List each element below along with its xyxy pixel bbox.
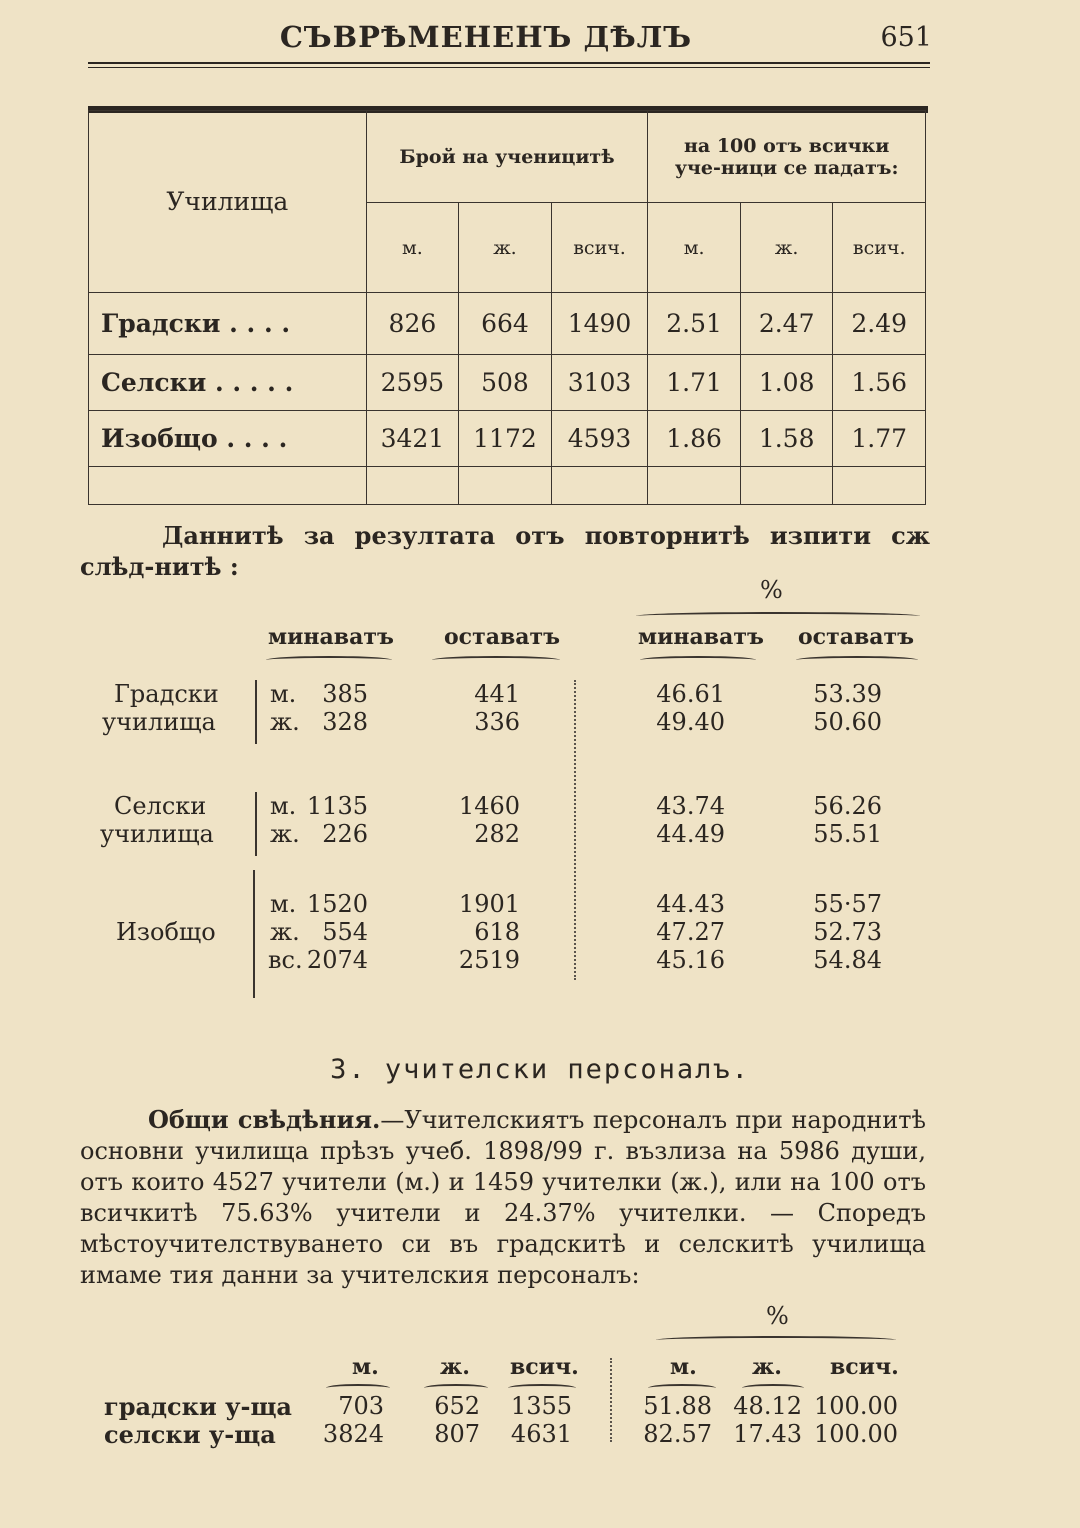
- col-header: ж.: [440, 1354, 470, 1380]
- cell: 1460: [458, 792, 520, 820]
- cell: 55.51: [813, 820, 882, 848]
- paragraph-lead: Общи свѣдѣния.: [148, 1105, 381, 1134]
- paragraph-repeat-exams: Даннитѣ за резултата отъ повторнитѣ изпити сж слѣд-нитѣ :: [80, 521, 930, 581]
- cell: 508: [459, 355, 552, 411]
- running-head: [86, 18, 932, 58]
- col-header: м.: [352, 1354, 379, 1380]
- col-header: минаватъ: [638, 624, 764, 650]
- cell: 664: [459, 293, 552, 355]
- cell: 826: [366, 293, 459, 355]
- group-label: училища: [100, 820, 214, 848]
- cell: 100.00: [814, 1420, 898, 1448]
- paragraph-text: —Учителскиятъ персоналъ при народнитѣ основни училища прѣзъ учеб. 1898/99 г. възлиза на 5986 души, отъ които 4527 учители (м.) и 1459 учителки (ж.), или на 100 отъ всичкитѣ 75.63% учители и 24.37% учителки. — Споредъ мѣстоучителствуването си въ градскитѣ и селскитѣ училища имаме тия данни за учителския персоналъ:: [80, 1106, 926, 1289]
- paragraph-teachers: [80, 1104, 926, 1291]
- cell: 4631: [510, 1420, 572, 1448]
- col-underline: [432, 656, 560, 664]
- col-underline: [742, 1384, 804, 1392]
- cell: 807: [434, 1420, 480, 1448]
- cell: 1490: [551, 293, 648, 355]
- table-row: [89, 293, 926, 355]
- col-underline: [796, 656, 918, 664]
- col-header: оставатъ: [798, 624, 915, 650]
- sub-header: ж.: [459, 203, 552, 293]
- cell: 53.39: [813, 680, 882, 708]
- col-header: всич.: [830, 1354, 899, 1380]
- col-header: минаватъ: [268, 624, 394, 650]
- row-label: Градски . . . .: [89, 293, 367, 355]
- cell: 3103: [551, 355, 648, 411]
- cell: 46.61: [656, 680, 725, 708]
- sex-label: ж.: [270, 708, 300, 736]
- header-rule-top: [88, 62, 930, 64]
- percent-sign: %: [766, 1302, 789, 1330]
- cell: 50.60: [813, 708, 882, 736]
- row-label: Селски . . . . .: [89, 355, 367, 411]
- cell: 48.12: [733, 1392, 802, 1420]
- table-row: [89, 355, 926, 411]
- cell: 226: [322, 820, 368, 848]
- cell: 336: [474, 708, 520, 736]
- group-brace: [255, 792, 257, 856]
- percent-brace: [636, 612, 920, 620]
- cell: 56.26: [813, 792, 882, 820]
- sex-label: вс.: [268, 946, 303, 974]
- sub-header: м.: [366, 203, 459, 293]
- cell: 82.57: [643, 1420, 712, 1448]
- sex-label: ж.: [270, 918, 300, 946]
- cell: 47.27: [656, 918, 725, 946]
- cell: 652: [434, 1392, 480, 1420]
- cell: 328: [322, 708, 368, 736]
- cell: 1172: [459, 411, 552, 467]
- sex-label: ж.: [270, 820, 300, 848]
- sub-header: всич.: [833, 203, 926, 293]
- group-brace: [255, 680, 257, 744]
- schools-students-table: [88, 110, 926, 505]
- cell: 54.84: [813, 946, 882, 974]
- col-header: ж.: [752, 1354, 782, 1380]
- row-label: селски у-ща: [104, 1420, 276, 1449]
- percent-sign: %: [760, 576, 783, 604]
- cell: 1.86: [648, 411, 741, 467]
- cell: 52.73: [813, 918, 882, 946]
- cell: 1.08: [740, 355, 833, 411]
- sex-label: м.: [270, 792, 297, 820]
- cell: 703: [338, 1392, 384, 1420]
- cell: 44.49: [656, 820, 725, 848]
- table-row: [89, 411, 926, 467]
- wavy-separator: [574, 680, 590, 980]
- sex-label: м.: [270, 890, 297, 918]
- col-underline: [326, 1384, 390, 1392]
- group-header-per100: на 100 отъ всички уче-ници се падатъ:: [648, 111, 926, 203]
- cell: 1135: [306, 792, 368, 820]
- sub-header: всич.: [551, 203, 648, 293]
- repeat-exams-table: [0, 570, 1080, 1010]
- col-header: м.: [670, 1354, 697, 1380]
- cell: 618: [474, 918, 520, 946]
- cell: 2519: [458, 946, 520, 974]
- sub-header: ж.: [740, 203, 833, 293]
- cell: 2.47: [740, 293, 833, 355]
- cell: 1.71: [648, 355, 741, 411]
- group-brace: [253, 870, 255, 998]
- page-number: 651: [880, 22, 932, 53]
- header-rule-bottom: [88, 67, 930, 68]
- cell: 2595: [366, 355, 459, 411]
- col-schools-header: Училища: [89, 111, 367, 293]
- group-label: Селски: [114, 792, 207, 820]
- running-head-title: СЪВРѢМЕНЕНЪ ДѢЛЪ: [279, 20, 693, 54]
- col-underline: [266, 656, 392, 664]
- group-header-students: Брой на ученицитѣ: [366, 111, 648, 203]
- cell: 441: [474, 680, 520, 708]
- cell: 1.77: [833, 411, 926, 467]
- cell: 1901: [458, 890, 520, 918]
- cell: 4593: [551, 411, 648, 467]
- cell: 17.43: [733, 1420, 802, 1448]
- cell: 2074: [306, 946, 368, 974]
- row-label: градски у-ща: [104, 1392, 292, 1421]
- cell: 2.49: [833, 293, 926, 355]
- cell: 55·57: [813, 890, 882, 918]
- cell: 3824: [322, 1420, 384, 1448]
- cell: 282: [474, 820, 520, 848]
- group-label: Градски: [114, 680, 219, 708]
- sex-label: м.: [270, 680, 297, 708]
- group-label: училища: [102, 708, 216, 736]
- col-underline: [648, 1384, 716, 1392]
- col-underline: [508, 1384, 576, 1392]
- percent-brace: [656, 1336, 896, 1344]
- cell: 1520: [306, 890, 368, 918]
- cell: 3421: [366, 411, 459, 467]
- cell: 385: [322, 680, 368, 708]
- cell: 44.43: [656, 890, 725, 918]
- col-header: оставатъ: [444, 624, 561, 650]
- cell: 100.00: [814, 1392, 898, 1420]
- cell: 1.56: [833, 355, 926, 411]
- cell: 43.74: [656, 792, 725, 820]
- teachers-table: [0, 1296, 1080, 1456]
- cell: 554: [322, 918, 368, 946]
- cell: 1.58: [740, 411, 833, 467]
- cell: 2.51: [648, 293, 741, 355]
- cell: 51.88: [643, 1392, 712, 1420]
- cell: 49.40: [656, 708, 725, 736]
- sub-header: м.: [648, 203, 741, 293]
- col-header: всич.: [510, 1354, 579, 1380]
- col-underline: [640, 656, 756, 664]
- group-label: Изобщо: [116, 918, 216, 946]
- section-title: 3. учителски персоналъ.: [330, 1054, 750, 1085]
- row-label: Изобщо . . . .: [89, 411, 367, 467]
- cell: 1355: [510, 1392, 572, 1420]
- col-underline: [424, 1384, 488, 1392]
- cell: 45.16: [656, 946, 725, 974]
